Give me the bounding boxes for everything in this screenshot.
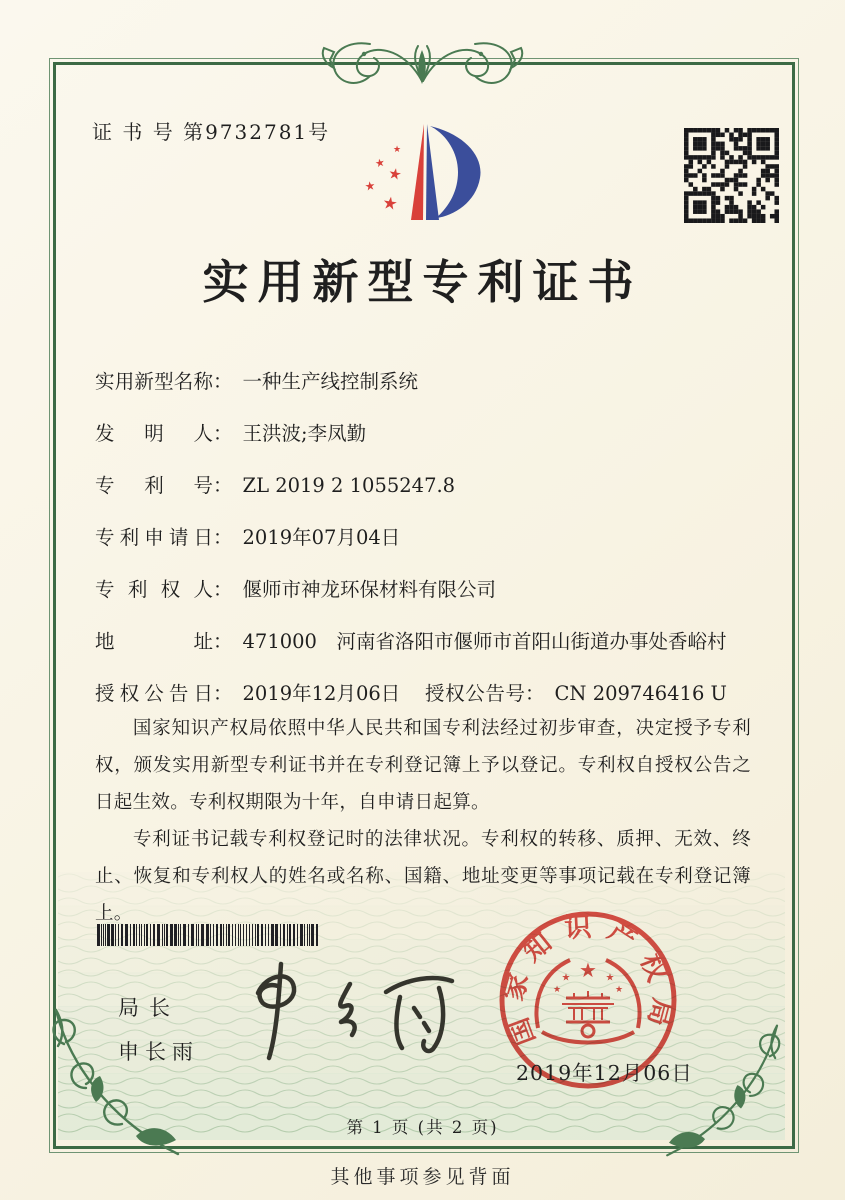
legal-paragraph: 国家知识产权局依照中华人民共和国专利法经过初步审查，决定授予专利权，颁发实用新型专利证书并在专利登记簿上予以登记。专利权自授权公告之日起生效。专利权期限为十年，自申请日起算。: [95, 718, 751, 813]
field-label: 实用新型名称: [95, 370, 213, 393]
field-colon: ：: [213, 370, 233, 393]
seal-text: 国家知识产权局: [497, 911, 679, 1050]
field-label: 授权公告号: [425, 682, 525, 705]
svg-text:★: ★: [386, 163, 404, 185]
field-colon: ：: [213, 578, 233, 601]
field-row-patentee: [95, 574, 496, 602]
svg-text:★: ★: [579, 958, 597, 982]
field-colon: ：: [213, 630, 233, 653]
field-grant-number: [425, 678, 727, 706]
field-value: 王洪波;李凤勤: [242, 422, 367, 445]
top-border-ornament-icon: [300, 36, 545, 90]
certificate-title: 实用新型专利证书: [202, 255, 643, 309]
field-label: 专利号: [95, 474, 213, 497]
svg-text:★: ★: [552, 985, 562, 995]
field-colon: ：: [213, 526, 233, 549]
svg-text:★: ★: [381, 193, 399, 215]
field-value: ZL 2019 2 1055247.8: [242, 474, 456, 497]
officer-name: 申长雨: [118, 1040, 199, 1064]
field-label: 专利权人: [95, 578, 213, 601]
svg-text:★: ★: [363, 178, 377, 194]
field-label: 专利申请日: [95, 526, 213, 549]
seal-date: 2019年12月06日: [516, 1061, 693, 1085]
back-side-note: 其他事项参见背面: [330, 1166, 515, 1188]
field-value: 偃师市神龙环保材料有限公司: [242, 578, 497, 601]
cnipa-logo-icon: [352, 118, 502, 226]
svg-text:★: ★: [605, 972, 615, 984]
svg-text:★: ★: [614, 985, 624, 995]
field-row-grant-date-and-number: [95, 678, 727, 706]
officer-title: 局长: [118, 996, 180, 1020]
field-row-address: [95, 626, 726, 654]
barcode: [97, 924, 321, 946]
commissioner-signature: [228, 948, 478, 1073]
field-value: 471000 河南省洛阳市偃师市首阳山街道办事处香峪村: [242, 630, 727, 653]
field-colon: ：: [213, 474, 233, 497]
field-value: 一种生产线控制系统: [242, 370, 419, 393]
svg-text:★: ★: [373, 155, 387, 171]
qr-code: [684, 128, 779, 223]
field-row-utility-model-name: [95, 366, 418, 394]
certificate-number: 证 书 号 第9732781号: [92, 120, 331, 144]
field-row-filing-date: [95, 522, 400, 550]
field-label: 发明人: [95, 422, 213, 445]
national-emblem-icon: [536, 958, 639, 1043]
field-label: 授权公告日: [95, 682, 213, 705]
page-number: 第 1 页 (共 2 页): [346, 1118, 499, 1137]
field-colon: ：: [213, 422, 233, 445]
bottom-left-corner-ornament-icon: [36, 1002, 186, 1162]
field-value: 2019年12月06日: [242, 682, 401, 705]
svg-text:★: ★: [561, 972, 571, 984]
svg-text:★: ★: [392, 145, 402, 155]
field-row-inventors: [95, 418, 366, 446]
legal-paragraph: 专利证书记载专利权登记时的法律状况。专利权的转移、质押、无效、终止、恢复和专利权人的姓名或名称、国籍、地址变更等事项记载在专利登记簿上。: [95, 829, 751, 924]
field-value: 2019年07月04日: [242, 526, 401, 549]
field-label: 地址: [95, 630, 213, 653]
field-colon: ：: [525, 682, 545, 705]
field-colon: ：: [213, 682, 233, 705]
field-value: CN 209746416 U: [554, 682, 727, 705]
field-row-patent-number: [95, 470, 455, 498]
